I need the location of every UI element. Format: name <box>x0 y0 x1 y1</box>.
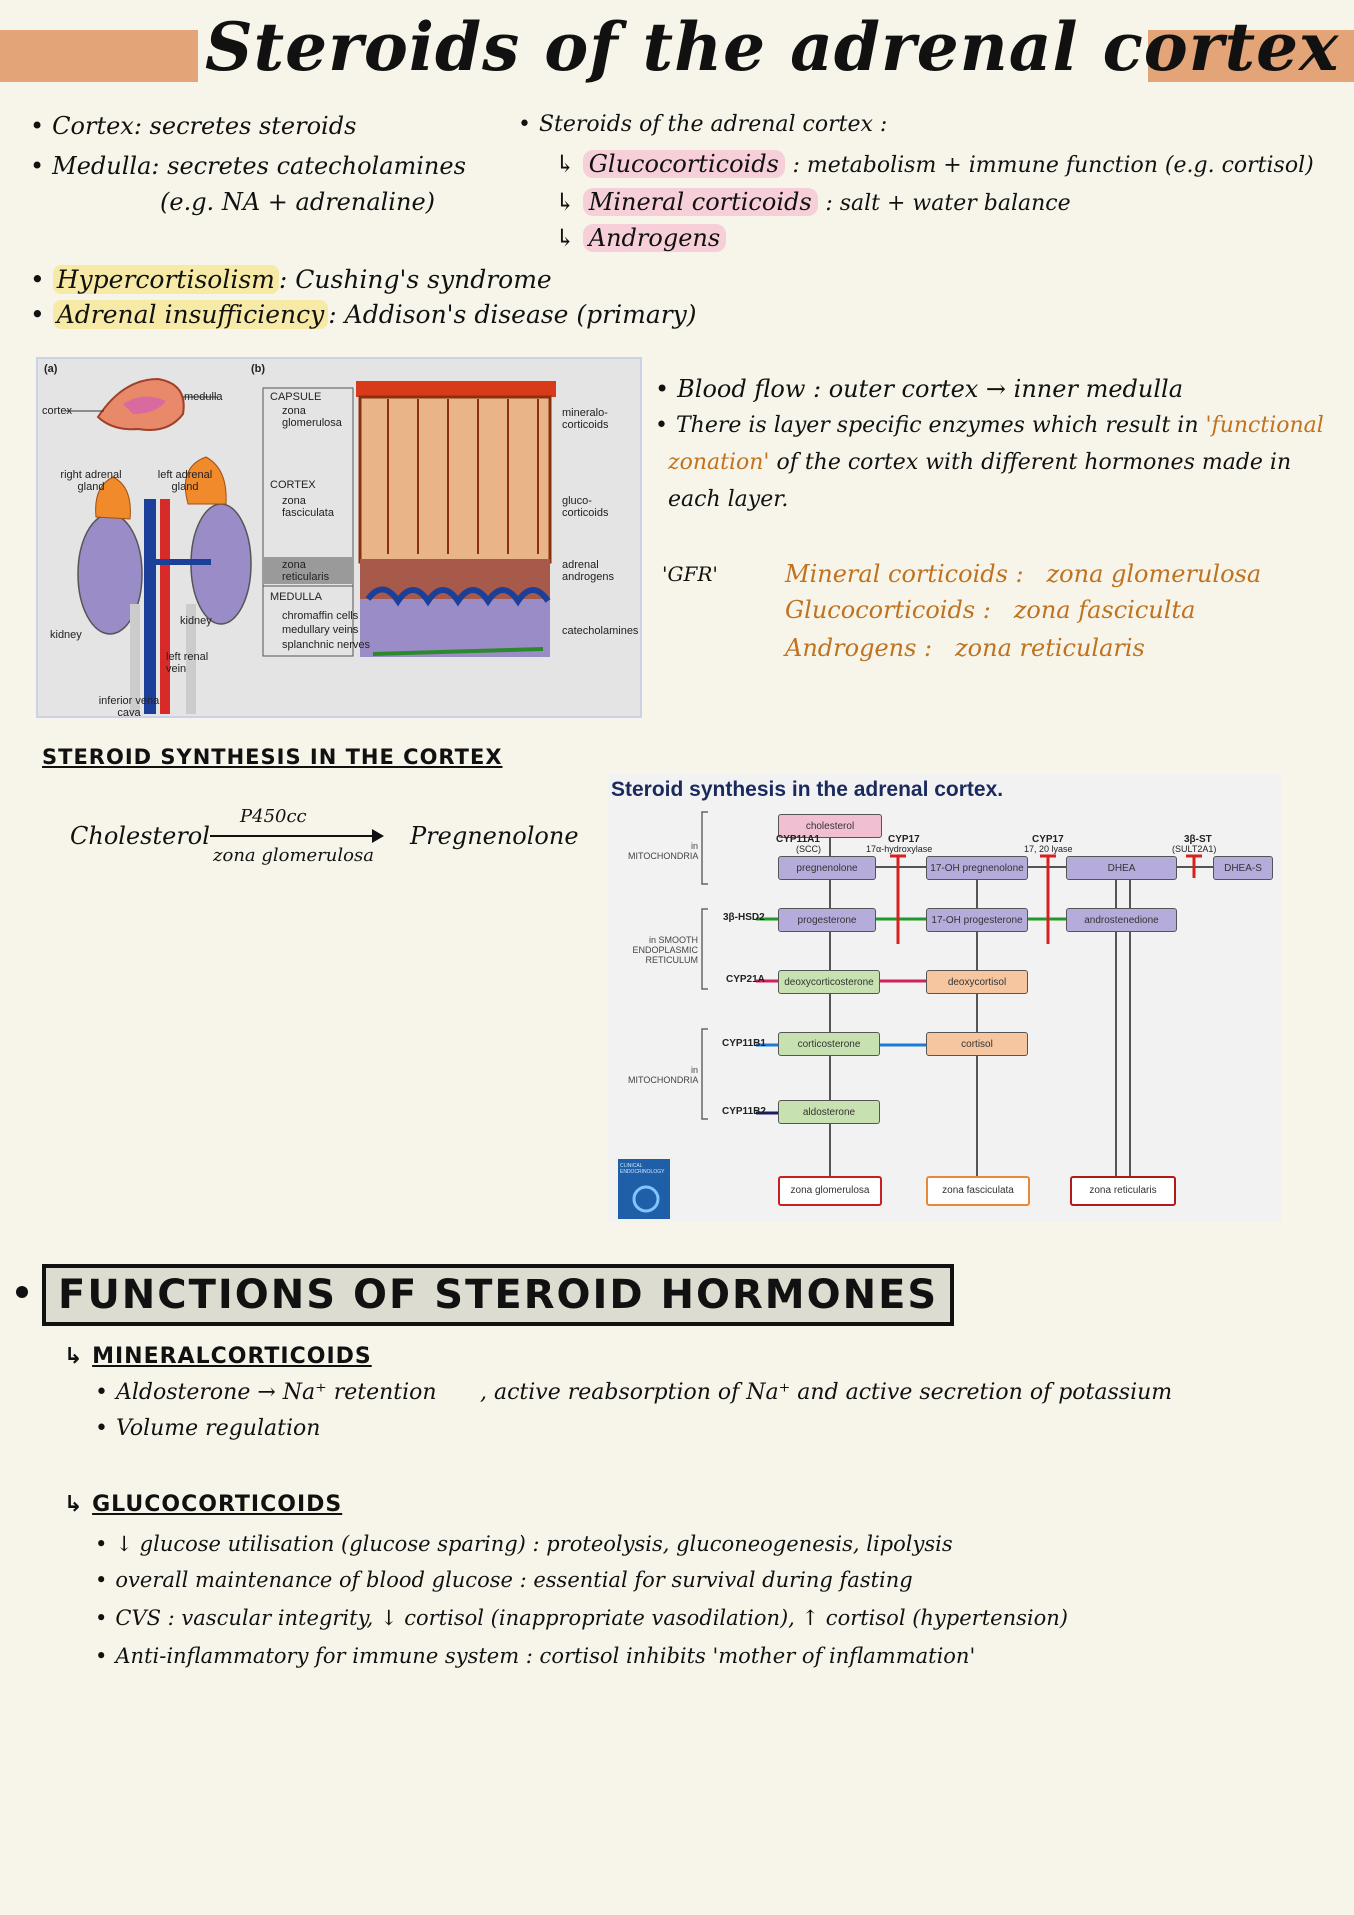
gluco-line1: • ↓ glucose utilisation (glucose sparing) : proteolysis, gluconeogenesis, lipolysis <box>95 1532 953 1557</box>
gfr-row-mineral: Mineral corticoids : zona glomerulosa <box>785 560 1262 588</box>
synthesis-heading: STEROID SYNTHESIS IN THE CORTEX <box>42 745 503 769</box>
gluco-line2: • overall maintenance of blood glucose : essential for survival during fasting <box>95 1568 913 1593</box>
node-zona-reticularis: zona reticularis <box>1070 1176 1176 1206</box>
fig1-catechol: catecholamines <box>562 625 639 637</box>
loc-ser: in SMOOTH ENDOPLASMIC RETICULUM <box>632 935 698 965</box>
fig1-mineralo: mineralo-corticoids <box>562 407 609 431</box>
intro-cortex: • Cortex: secretes steroids <box>30 112 356 141</box>
mineral-heading: ↳ MINERALCORTICOIDS <box>64 1344 372 1369</box>
enz-1720-lyase: 17, 20 lyase <box>1024 844 1073 854</box>
enz-sult2a1: (SULT2A1) <box>1172 844 1217 854</box>
node-pregnenolone: pregnenolone <box>778 856 876 880</box>
functions-heading: FUNCTIONS OF STEROID HORMONES <box>42 1264 954 1326</box>
node-aldosterone: aldosterone <box>778 1100 880 1124</box>
fig1-zr: zona reticularis <box>282 559 330 583</box>
blood-flow-line4: each layer. <box>668 487 789 512</box>
title-bar-left <box>0 30 198 82</box>
enz-cyp21a: CYP21A <box>726 974 765 985</box>
node-androstenedione: androstenedione <box>1066 908 1177 932</box>
intro-medulla-example: (e.g. NA + adrenaline) <box>160 188 436 216</box>
functions-bullet <box>16 1286 28 1298</box>
node-deoxycortisol: deoxycortisol <box>926 970 1028 994</box>
fig1-left-renal-vein: left renal vein <box>166 651 209 675</box>
fig1-ivc: inferior vena cava <box>98 695 160 719</box>
page-title: Steroids of the adrenal cortex <box>205 8 1340 86</box>
fig1-medulla: medulla <box>184 391 223 403</box>
gfr-label: 'GFR' <box>662 562 718 586</box>
enz-cyp11b2: CYP11B2 <box>722 1106 766 1117</box>
synthesis-arrow <box>210 835 380 837</box>
fig1-medulla-cap: MEDULLA <box>270 591 322 603</box>
fig1-gluco: gluco-corticoids <box>562 495 609 519</box>
loc-mitochondria-1: in MITOCHONDRIA <box>628 841 699 861</box>
fig2-title: Steroid synthesis in the adrenal cortex. <box>611 778 1004 801</box>
enz-scc: (SCC) <box>796 844 821 854</box>
condition-hypercortisolism: • Hypercortisolism : Cushing's syndrome <box>30 265 552 295</box>
gfr-row-androgens: Androgens : zona reticularis <box>785 634 1145 662</box>
enz-3b-hsd2: 3β-HSD2 <box>723 912 765 923</box>
fig1-label-b: (b) <box>251 363 266 375</box>
gluco-line4: • Anti-inflammatory for immune system : cortisol inhibits 'mother of inflammation' <box>95 1644 975 1669</box>
node-zona-fasciculata: zona fasciculata <box>926 1176 1030 1206</box>
gfr-row-gluco: Glucocorticoids : zona fasciculta <box>785 596 1196 624</box>
synthesis-pathway-svg <box>608 774 1282 1222</box>
enz-3b-st: 3β-ST <box>1184 834 1212 845</box>
node-cholesterol: cholesterol <box>778 814 882 838</box>
blood-flow-line3: zonation' of the cortex with different hormones made in <box>668 450 1292 475</box>
node-dhea: DHEA <box>1066 856 1177 880</box>
gluco-heading: ↳ GLUCOCORTICOIDS <box>64 1492 343 1517</box>
fig1-capsule: CAPSULE <box>270 391 322 403</box>
synthesis-arrow-head <box>372 829 384 843</box>
fig1-zg: zona glomerulosa <box>282 405 342 429</box>
book-cover-title: CLINICAL ENDOCRINOLOGY <box>620 1163 665 1175</box>
node-cortisol: cortisol <box>926 1032 1028 1056</box>
synthesis-zone: zona glomerulosa <box>213 845 374 866</box>
mineral-line1: • Aldosterone → Na⁺ retention <box>95 1380 437 1406</box>
node-17oh-pregnenolone: 17-OH pregnenolone <box>926 856 1028 880</box>
fig1-cortex-cap: CORTEX <box>270 479 316 491</box>
fig1-right-gland: right adrenal gland <box>60 469 122 493</box>
node-progesterone: progesterone <box>778 908 876 932</box>
node-zona-glomerulosa: zona glomerulosa <box>778 1176 882 1206</box>
enz-cyp17-a: CYP17 <box>888 834 920 845</box>
fig1-cortex: cortex <box>42 405 72 417</box>
gluco-line3: • CVS : vascular integrity, ↓ cortisol (inappropriate vasodilation), ↑ cortisol (hypertension) <box>95 1606 1068 1631</box>
mineral-line2: • Volume regulation <box>95 1416 320 1442</box>
fig1-left-gland: left adrenal gland <box>157 469 213 493</box>
synthesis-substrate: Cholesterol <box>70 822 210 850</box>
fig1-kidney-left: kidney <box>50 629 82 641</box>
loc-mitochondria-2: in MITOCHONDRIA <box>628 1065 699 1085</box>
node-17oh-progesterone: 17-OH progesterone <box>926 908 1028 932</box>
fig1-medulla-detail: chromaffin cells medullary veins splanchnic nerves <box>282 610 371 651</box>
mineral-line1b: , active reabsorption of Na⁺ and active secretion of potassium <box>480 1380 1173 1405</box>
enz-cyp11a1: CYP11A1 <box>776 834 820 845</box>
blood-flow-line2: • There is layer specific enzymes which result in 'functional <box>655 413 1324 439</box>
enz-cyp11b1: CYP11B1 <box>722 1038 766 1049</box>
steroids-heading: • Steroids of the adrenal cortex : <box>518 112 887 138</box>
enz-cyp17-b: CYP17 <box>1032 834 1064 845</box>
node-deoxycorticosterone: deoxycorticosterone <box>778 970 880 994</box>
steroid-synthesis-figure <box>608 774 1282 1222</box>
adrenal-anatomy-figure <box>36 357 642 718</box>
synthesis-enzyme: P450cc <box>240 806 307 827</box>
fig1-kidney-right: kidney <box>180 615 212 627</box>
blood-flow-line1: • Blood flow : outer cortex → inner medulla <box>655 375 1183 404</box>
enz-17a-hydroxylase: 17α-hydroxylase <box>866 844 933 854</box>
steroid-item-gluco: ↳ Glucocorticoids : metabolism + immune function (e.g. cortisol) <box>555 150 1314 178</box>
intro-medulla: • Medulla: secretes catecholamines <box>30 152 466 181</box>
node-dhea-s: DHEA-S <box>1213 856 1273 880</box>
fig1-zf: zona fasciculata <box>282 495 334 519</box>
steroid-item-mineral: ↳ Mineral corticoids : salt + water balance <box>555 188 1071 216</box>
fig1-label-a: (a) <box>44 363 58 375</box>
steroid-item-androgens: ↳ Androgens <box>555 224 726 253</box>
fig1-androgens: adrenal androgens <box>562 559 614 583</box>
condition-adrenal-insufficiency: • Adrenal insufficiency : Addison's disease (primary) <box>30 300 697 330</box>
node-corticosterone: corticosterone <box>778 1032 880 1056</box>
synthesis-product: Pregnenolone <box>410 822 579 850</box>
